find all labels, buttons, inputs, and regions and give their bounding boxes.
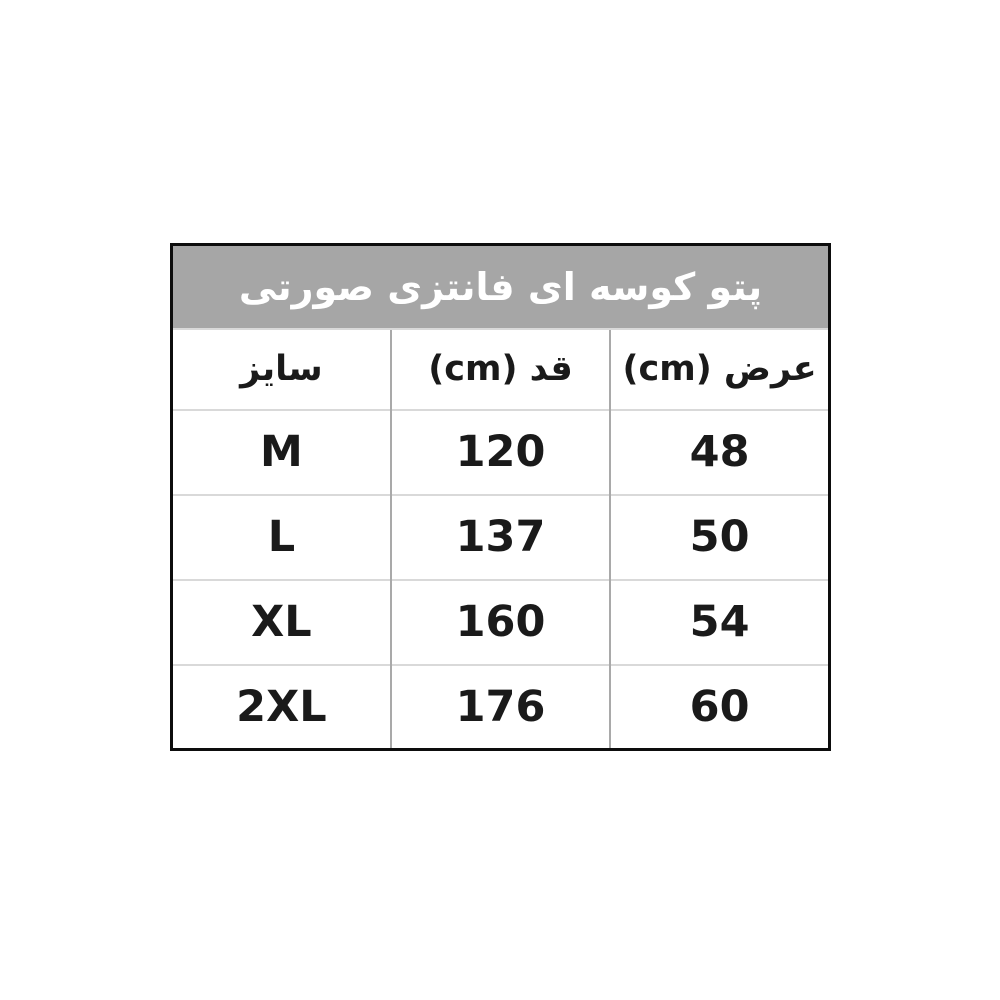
width-cell: 48: [610, 410, 829, 495]
length-cell: 176: [391, 665, 610, 750]
table-row-l: [172, 495, 830, 580]
table-row-xl: [172, 580, 830, 665]
title-row: [172, 245, 830, 329]
table-row-m: [172, 410, 830, 495]
column-header-length: قد (cm): [391, 329, 610, 410]
column-header-width: عرض (cm): [610, 329, 829, 410]
header-row: [172, 329, 830, 410]
size-chart-container: [170, 243, 831, 751]
length-cell: 120: [391, 410, 610, 495]
table-row-2xl: [172, 665, 830, 750]
size-cell: M: [172, 410, 391, 495]
size-cell: 2XL: [172, 665, 391, 750]
size-chart-table: [170, 243, 831, 751]
size-cell: L: [172, 495, 391, 580]
width-cell: 60: [610, 665, 829, 750]
column-header-size: سایز: [240, 349, 323, 389]
length-cell: 137: [391, 495, 610, 580]
table-title: پتو کوسه ای فانتزی صورتی: [172, 245, 830, 329]
width-cell: 50: [610, 495, 829, 580]
length-cell: 160: [391, 580, 610, 665]
width-cell: 54: [610, 580, 829, 665]
size-cell: XL: [172, 580, 391, 665]
